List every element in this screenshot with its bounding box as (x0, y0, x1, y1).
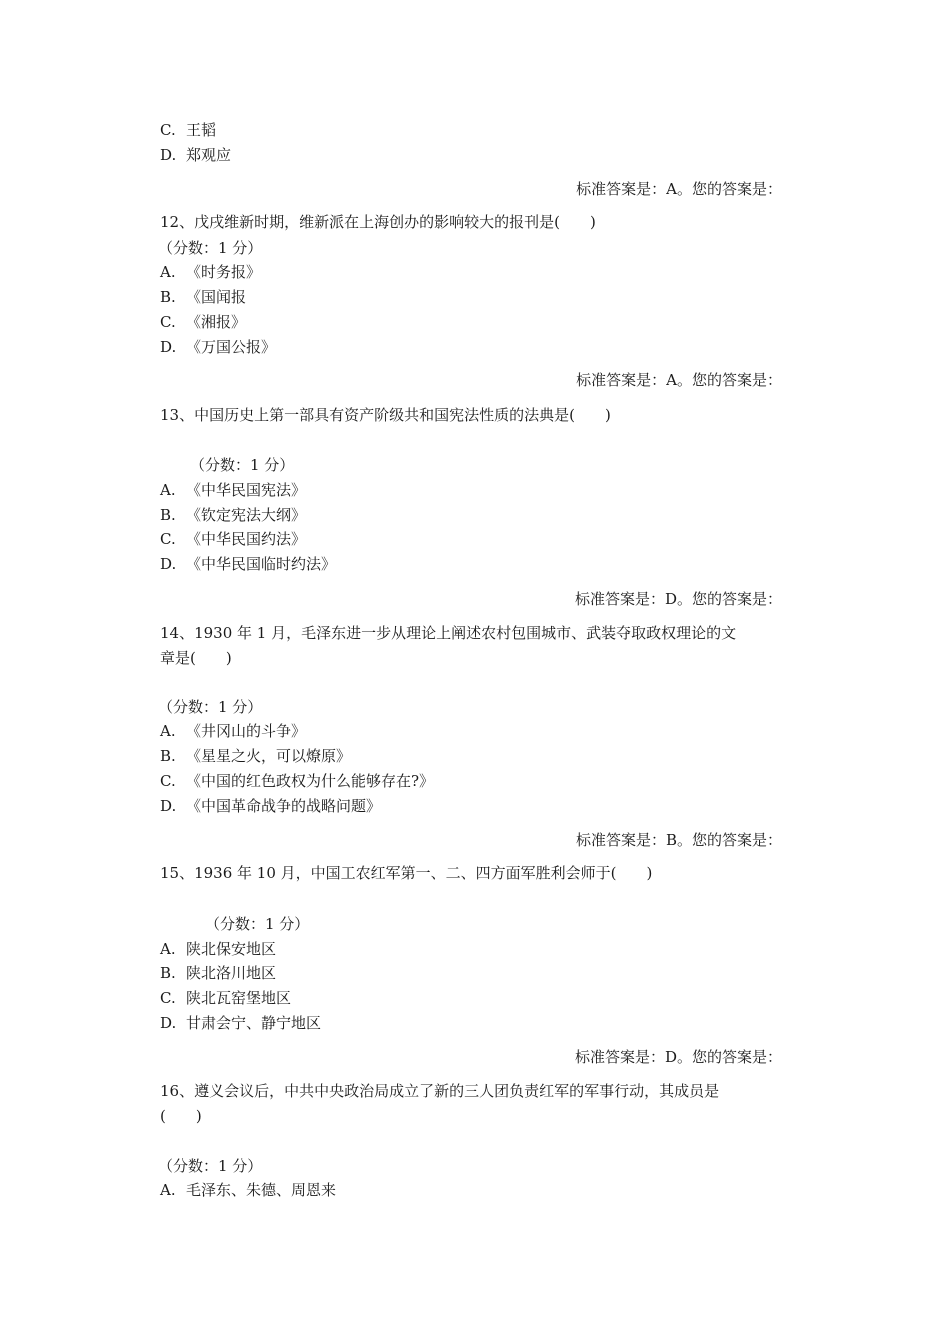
option-text: 王韬 (186, 121, 217, 139)
option-letter: C. (160, 772, 176, 790)
question-text: 16、遵义会议后，中共中央政治局成立了新的三人团负责红军的军事行动，其成员是 (160, 1082, 720, 1100)
option-text: 毛泽东、朱德、周恩来 (186, 1181, 337, 1199)
option-letter: C. (160, 121, 176, 139)
option-letter: A. (160, 263, 176, 281)
question-text: 13、中国历史上第一部具有资产阶级共和国宪法性质的法典是( ) (160, 406, 611, 424)
option-text: 《中华民国临时约法》 (186, 555, 337, 573)
option-text: 《国闻报 (186, 288, 247, 306)
option-letter: D. (160, 1014, 177, 1032)
option-d (160, 337, 276, 357)
option-letter: B. (160, 964, 176, 982)
option-c (160, 312, 246, 332)
question-text: 12、戊戌维新时期，维新派在上海创办的影响较大的报刊是( ) (160, 213, 596, 231)
option-a (160, 939, 276, 959)
option-c (160, 529, 306, 549)
answer-line: 标准答案是：B。您的答案是： (575, 831, 782, 849)
score-label: （分数：1 分） (158, 698, 263, 716)
option-letter: D. (160, 797, 177, 815)
option-letter: C. (160, 989, 176, 1007)
option-letter: D. (160, 555, 177, 573)
option-a (160, 1180, 336, 1200)
option-letter: B. (160, 747, 176, 765)
option-d (160, 554, 336, 574)
option-text: 《万国公报》 (186, 338, 277, 356)
option-text: 《中国的红色政权为什么能够存在?》 (186, 772, 435, 790)
option-letter: A. (160, 722, 176, 740)
question-text-continued: ( ) (160, 1107, 202, 1125)
option-text: 陕北瓦窑堡地区 (186, 989, 292, 1007)
option-a (160, 721, 306, 741)
answer-line: 标准答案是：A。您的答案是： (576, 371, 782, 389)
option-text: 陕北洛川地区 (186, 964, 277, 982)
option-text: 《星星之火，可以燎原》 (186, 747, 352, 765)
answer-line: 标准答案是：A。您的答案是： (576, 180, 782, 198)
score-label: （分数：1 分） (158, 239, 263, 257)
score-label: （分数：1 分） (190, 456, 295, 474)
option-text: 《井冈山的斗争》 (186, 722, 307, 740)
option-text: 《中国革命战争的战略问题》 (186, 797, 382, 815)
option-text: 《时务报》 (186, 263, 262, 281)
option-text: 陕北保安地区 (186, 940, 277, 958)
option-text: 《钦定宪法大纲》 (186, 506, 307, 524)
option-text: 甘肃会宁、静宁地区 (186, 1014, 322, 1032)
option-text: 《中华民国约法》 (186, 530, 307, 548)
question-text: 15、1936 年 10 月，中国工农红军第一、二、四方面军胜利会师于( ) (160, 864, 653, 882)
option-c (160, 120, 216, 140)
option-letter: D. (160, 338, 177, 356)
score-label: （分数：1 分） (205, 915, 310, 933)
answer-line: 标准答案是：D。您的答案是： (574, 590, 782, 608)
option-text: 郑观应 (186, 146, 232, 164)
option-c (160, 988, 291, 1008)
option-a (160, 262, 261, 282)
score-label: （分数：1 分） (158, 1157, 263, 1175)
option-letter: A. (160, 940, 176, 958)
answer-line: 标准答案是：D。您的答案是： (574, 1048, 782, 1066)
option-b (160, 963, 276, 983)
option-a (160, 480, 306, 500)
option-b (160, 287, 246, 307)
option-letter: C. (160, 313, 176, 331)
question-text-continued: 章是( ) (160, 649, 232, 667)
option-d (160, 145, 231, 165)
question-text: 14、1930 年 1 月，毛泽东进一步从理论上阐述农村包围城市、武装夺取政权理论的文 (160, 624, 737, 642)
option-b (160, 505, 306, 525)
option-d (160, 1013, 321, 1033)
option-letter: D. (160, 146, 177, 164)
option-text: 《湘报》 (186, 313, 247, 331)
option-letter: B. (160, 506, 176, 524)
option-letter: A. (160, 1181, 176, 1199)
option-letter: C. (160, 530, 176, 548)
option-b (160, 746, 351, 766)
option-letter: A. (160, 481, 176, 499)
option-text: 《中华民国宪法》 (186, 481, 307, 499)
option-c (160, 771, 434, 791)
option-d (160, 796, 381, 816)
option-letter: B. (160, 288, 176, 306)
